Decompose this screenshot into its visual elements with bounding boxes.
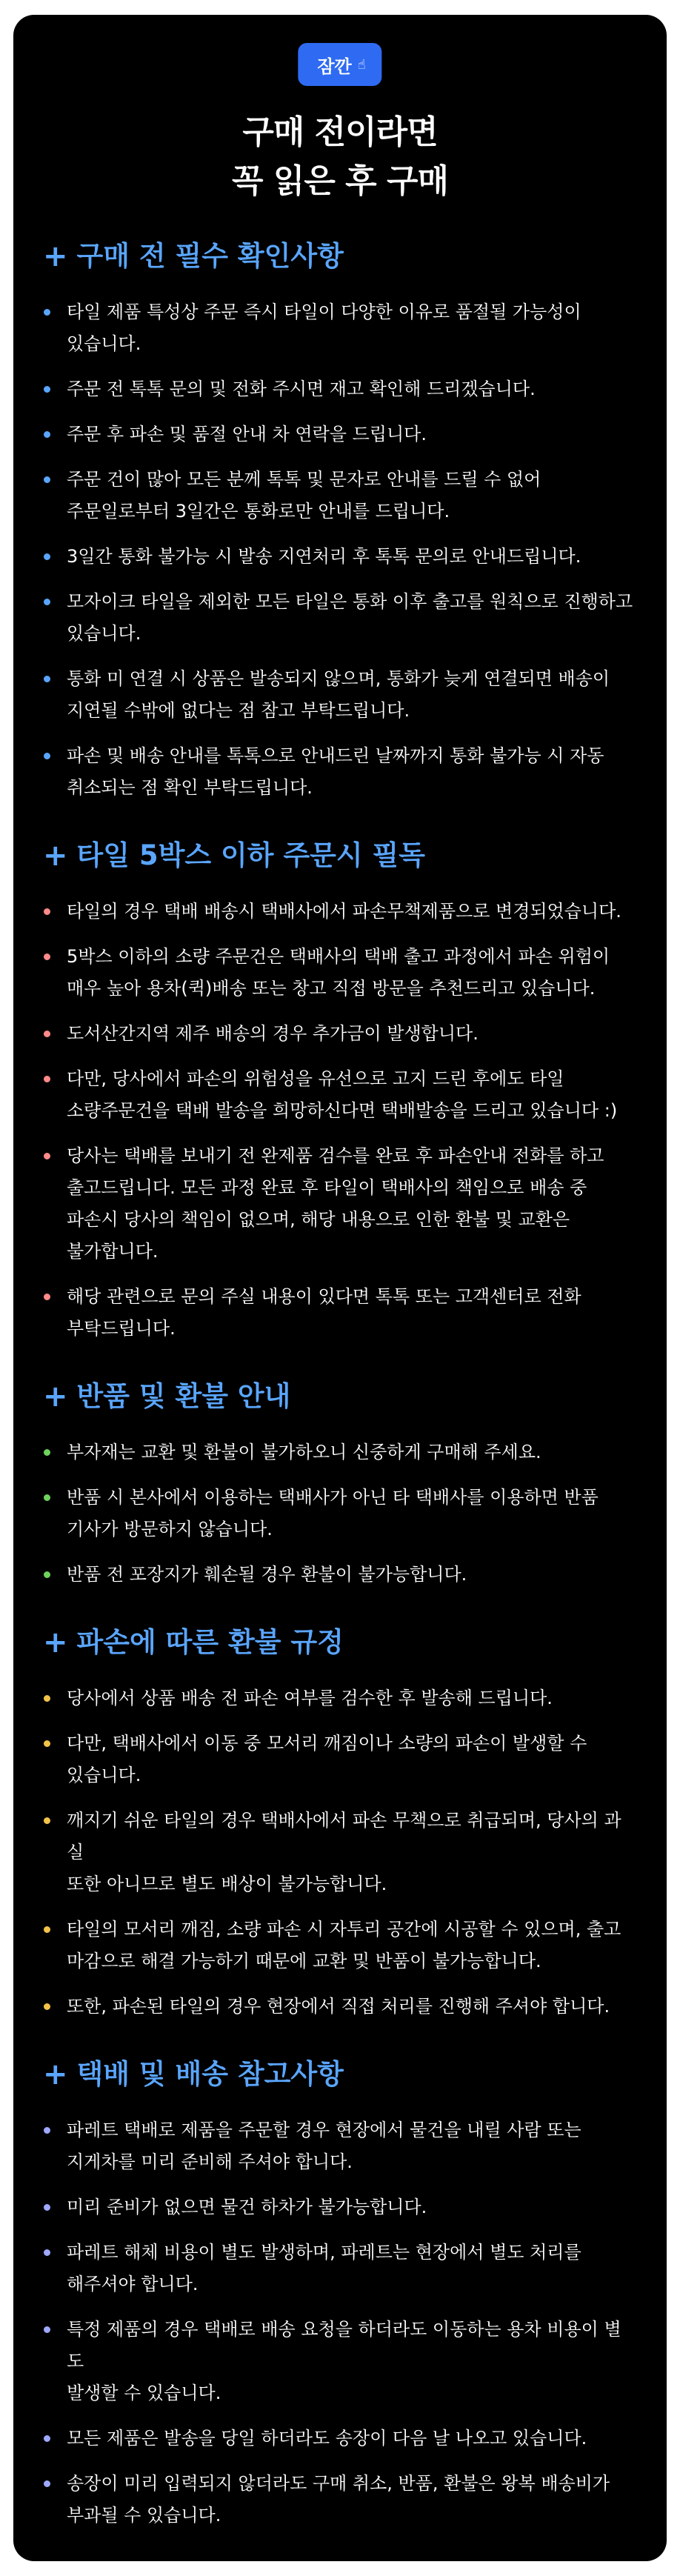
bullet-dot-icon bbox=[44, 908, 50, 915]
list-item-text: 반품 전 포장지가 훼손될 경우 환불이 불가능합니다. bbox=[67, 1564, 467, 1585]
bullet-dot-icon bbox=[44, 2249, 50, 2256]
bullet-list bbox=[43, 1683, 637, 2023]
plus-icon: + bbox=[43, 839, 68, 873]
list-item-text: 또한, 파손된 타일의 경우 현장에서 직접 처리를 진행해 주셔야 합니다. bbox=[67, 1996, 610, 2017]
section-damage-refund-policy bbox=[43, 1623, 637, 2023]
list-item bbox=[43, 896, 637, 928]
list-item bbox=[43, 2314, 637, 2409]
list-item-text: 다만, 택배사에서 이동 중 모서리 깨짐이나 소량의 파손이 발생할 수 있습니다. bbox=[67, 1733, 587, 1785]
list-item bbox=[43, 1805, 637, 1900]
list-item-text: 반품 시 본사에서 이용하는 택배사가 아닌 타 택배사를 이용하면 반품 기사가 방문하지 않습니다. bbox=[67, 1487, 599, 1540]
list-item bbox=[43, 1437, 637, 1468]
list-item-text: 통화 미 연결 시 상품은 발송되지 않으며, 통화가 늦게 연결되면 배송이 지연될 수밖에 없다는 점 참고 부탁드립니다. bbox=[67, 668, 610, 721]
bullet-dot-icon bbox=[44, 1031, 50, 1037]
list-item-text: 부자재는 교환 및 환불이 불가하오니 신중하게 구매해 주세요. bbox=[67, 1442, 541, 1462]
list-item-text: 파레트 택배로 제품을 주문할 경우 현장에서 물건을 내릴 사람 또는 지게차를 미리 준비해 주셔야 합니다. bbox=[67, 2120, 581, 2172]
list-item-text: 모자이크 타일을 제외한 모든 타일은 통화 이후 출고를 원칙으로 진행하고 있습니다. bbox=[67, 591, 633, 644]
list-item bbox=[43, 1728, 637, 1791]
section-delivery-notes bbox=[43, 2055, 637, 2532]
list-item bbox=[43, 1914, 637, 1977]
list-item bbox=[43, 941, 637, 1005]
bullet-dot-icon bbox=[44, 753, 50, 759]
section-return-refund bbox=[43, 1377, 637, 1591]
list-item-text: 특정 제품의 경우 택배로 배송 요청을 하더라도 이동하는 용차 비용이 별도 발생할 수 있습니다. bbox=[67, 2319, 621, 2403]
section-title bbox=[43, 1377, 637, 1416]
list-item-text: 주문 후 파손 및 품절 안내 차 연락을 드립니다. bbox=[67, 424, 427, 445]
bullet-dot-icon bbox=[44, 953, 50, 960]
list-item bbox=[43, 1683, 637, 1714]
list-item-text: 타일의 경우 택배 배송시 택배사에서 파손무책제품으로 변경되었습니다. bbox=[67, 901, 621, 922]
list-item-text: 도서산간지역 제주 배송의 경우 추가금이 발생합니다. bbox=[67, 1023, 479, 1044]
list-item bbox=[43, 1018, 637, 1050]
bullet-dot-icon bbox=[44, 1494, 50, 1501]
section-title-text: 구매 전 필수 확인사항 bbox=[76, 240, 344, 272]
list-item bbox=[43, 2423, 637, 2454]
bullet-dot-icon bbox=[44, 2204, 50, 2211]
bullet-dot-icon bbox=[44, 1740, 50, 1747]
list-item bbox=[43, 1559, 637, 1591]
list-item-text: 당사에서 상품 배송 전 파손 여부를 검수한 후 발송해 드립니다. bbox=[67, 1688, 553, 1708]
list-item bbox=[43, 2468, 637, 2532]
badge-label: 잠깐 bbox=[317, 56, 352, 77]
section-title-text: 타일 5박스 이하 주문시 필독 bbox=[76, 839, 425, 871]
section-title bbox=[43, 237, 637, 276]
section-title-text: 택배 및 배송 참고사항 bbox=[76, 2058, 344, 2090]
list-item bbox=[43, 464, 637, 527]
section-title bbox=[43, 2055, 637, 2094]
list-item-text: 모든 제품은 발송을 당일 하더라도 송장이 다음 날 나오고 있습니다. bbox=[67, 2428, 587, 2449]
list-item-text: 깨지기 쉬운 타일의 경우 택배사에서 파손 무책으로 취급되며, 당사의 과실 또한 아니므로 별도 배상이 불가능합니다. bbox=[67, 1810, 621, 1894]
bullet-dot-icon bbox=[44, 2003, 50, 2010]
list-item-text: 송장이 미리 입력되지 않더라도 구매 취소, 반품, 환불은 왕복 배송비가 부과될 수 있습니다. bbox=[67, 2473, 610, 2526]
section-title bbox=[43, 1623, 637, 1662]
plus-icon: + bbox=[43, 239, 68, 273]
list-item bbox=[43, 1063, 637, 1127]
list-item bbox=[43, 1991, 637, 2023]
list-item bbox=[43, 296, 637, 360]
list-item bbox=[43, 2237, 637, 2300]
list-item-text: 타일 제품 특성상 주문 즉시 타일이 다양한 이유로 품절될 가능성이 있습니다. bbox=[67, 302, 581, 354]
list-item-text: 5박스 이하의 소량 주문건은 택배사의 택배 출고 과정에서 파손 위험이 매우 높아 용차(퀵)배송 또는 창고 직접 방문을 추천드리고 있습니다. bbox=[67, 946, 610, 999]
list-item-text: 해당 관련으로 문의 주실 내용이 있다면 톡톡 또는 고객센터로 전화 부탁드립니다. bbox=[67, 1286, 581, 1339]
section-pre-purchase-checklist bbox=[43, 237, 637, 804]
headline-line-2: 꼭 읽은 후 구매 bbox=[232, 162, 448, 200]
bullet-dot-icon bbox=[44, 2127, 50, 2134]
bullet-dot-icon bbox=[44, 2480, 50, 2487]
list-item-text: 파손 및 배송 안내를 톡톡으로 안내드린 날짜까지 통화 불가능 시 자동 취소되는 점 확인 부탁드립니다. bbox=[67, 745, 604, 798]
section-title-text: 파손에 따른 환불 규정 bbox=[76, 1626, 344, 1658]
list-item-text: 주문 건이 많아 모든 분께 톡톡 및 문자로 안내를 드릴 수 없어 주문일로부터 3일간은 통화로만 안내를 드립니다. bbox=[67, 469, 541, 522]
list-item bbox=[43, 419, 637, 450]
plus-icon: + bbox=[43, 1625, 68, 1660]
list-item bbox=[43, 2114, 637, 2178]
bullet-list bbox=[43, 2114, 637, 2532]
list-item-text: 파레트 해체 비용이 별도 발생하며, 파레트는 현장에서 별도 처리를 해주셔야 합니다. bbox=[67, 2242, 581, 2294]
list-item bbox=[43, 586, 637, 650]
list-item bbox=[43, 2191, 637, 2223]
bullet-dot-icon bbox=[44, 676, 50, 682]
list-item bbox=[43, 373, 637, 405]
plus-icon: + bbox=[43, 2057, 68, 2091]
bullet-dot-icon bbox=[44, 1294, 50, 1300]
bullet-dot-icon bbox=[44, 476, 50, 483]
bullet-dot-icon bbox=[44, 309, 50, 316]
bullet-dot-icon bbox=[44, 1695, 50, 1702]
list-item bbox=[43, 1281, 637, 1345]
notice-panel bbox=[13, 15, 667, 2561]
list-item bbox=[43, 1140, 637, 1268]
bullet-dot-icon bbox=[44, 1926, 50, 1933]
section-title-text: 반품 및 환불 안내 bbox=[76, 1380, 291, 1412]
bullet-dot-icon bbox=[44, 1076, 50, 1082]
bullet-list bbox=[43, 1437, 637, 1591]
plus-icon: + bbox=[43, 1379, 68, 1414]
bullet-dot-icon bbox=[44, 553, 50, 560]
bullet-dot-icon bbox=[44, 599, 50, 605]
page-headline bbox=[13, 108, 667, 206]
bullet-dot-icon bbox=[44, 386, 50, 393]
section-title bbox=[43, 836, 637, 875]
notice-content bbox=[13, 237, 667, 2545]
bullet-dot-icon bbox=[44, 1449, 50, 1456]
list-item-text: 미리 준비가 없으면 물건 하차가 불가능합니다. bbox=[67, 2197, 427, 2217]
list-item-text: 당사는 택배를 보내기 전 완제품 검수를 완료 후 파손안내 전화를 하고 출고드립니다. 모든 과정 완료 후 타일이 택배사의 책임으로 배송 중 파손시 당사의 책임이 없으며, 해당 내용으로 인한 환불 및 교환은 불가합니다. bbox=[67, 1145, 604, 1262]
bullet-dot-icon bbox=[44, 2326, 50, 2333]
list-item-text: 다만, 당사에서 파손의 위험성을 유선으로 고지 드린 후에도 타일 소량주문건을 택배 발송을 희망하신다면 택배발송을 드리고 있습니다 :) bbox=[67, 1068, 618, 1121]
bullet-dot-icon bbox=[44, 431, 50, 438]
bullet-dot-icon bbox=[44, 1153, 50, 1159]
list-item bbox=[43, 663, 637, 727]
section-small-order-notice bbox=[43, 836, 637, 1345]
list-item bbox=[43, 1482, 637, 1545]
bullet-dot-icon bbox=[44, 1571, 50, 1578]
bullet-dot-icon bbox=[44, 2435, 50, 2442]
bullet-list bbox=[43, 296, 637, 804]
list-item bbox=[43, 740, 637, 804]
list-item bbox=[43, 541, 637, 573]
pointing-hand-icon: ☝ bbox=[357, 56, 366, 73]
wait-badge bbox=[298, 43, 381, 86]
list-item-text: 타일의 모서리 깨짐, 소량 파손 시 자투리 공간에 시공할 수 있으며, 출고 마감으로 해결 가능하기 때문에 교환 및 반품이 불가능합니다. bbox=[67, 1919, 621, 1971]
headline-line-1: 구매 전이라면 bbox=[242, 113, 438, 151]
list-item-text: 주문 전 톡톡 문의 및 전화 주시면 재고 확인해 드리겠습니다. bbox=[67, 379, 536, 399]
bullet-list bbox=[43, 896, 637, 1345]
list-item-text: 3일간 통화 불가능 시 발송 지연처리 후 톡톡 문의로 안내드립니다. bbox=[67, 546, 581, 567]
bullet-dot-icon bbox=[44, 1817, 50, 1824]
